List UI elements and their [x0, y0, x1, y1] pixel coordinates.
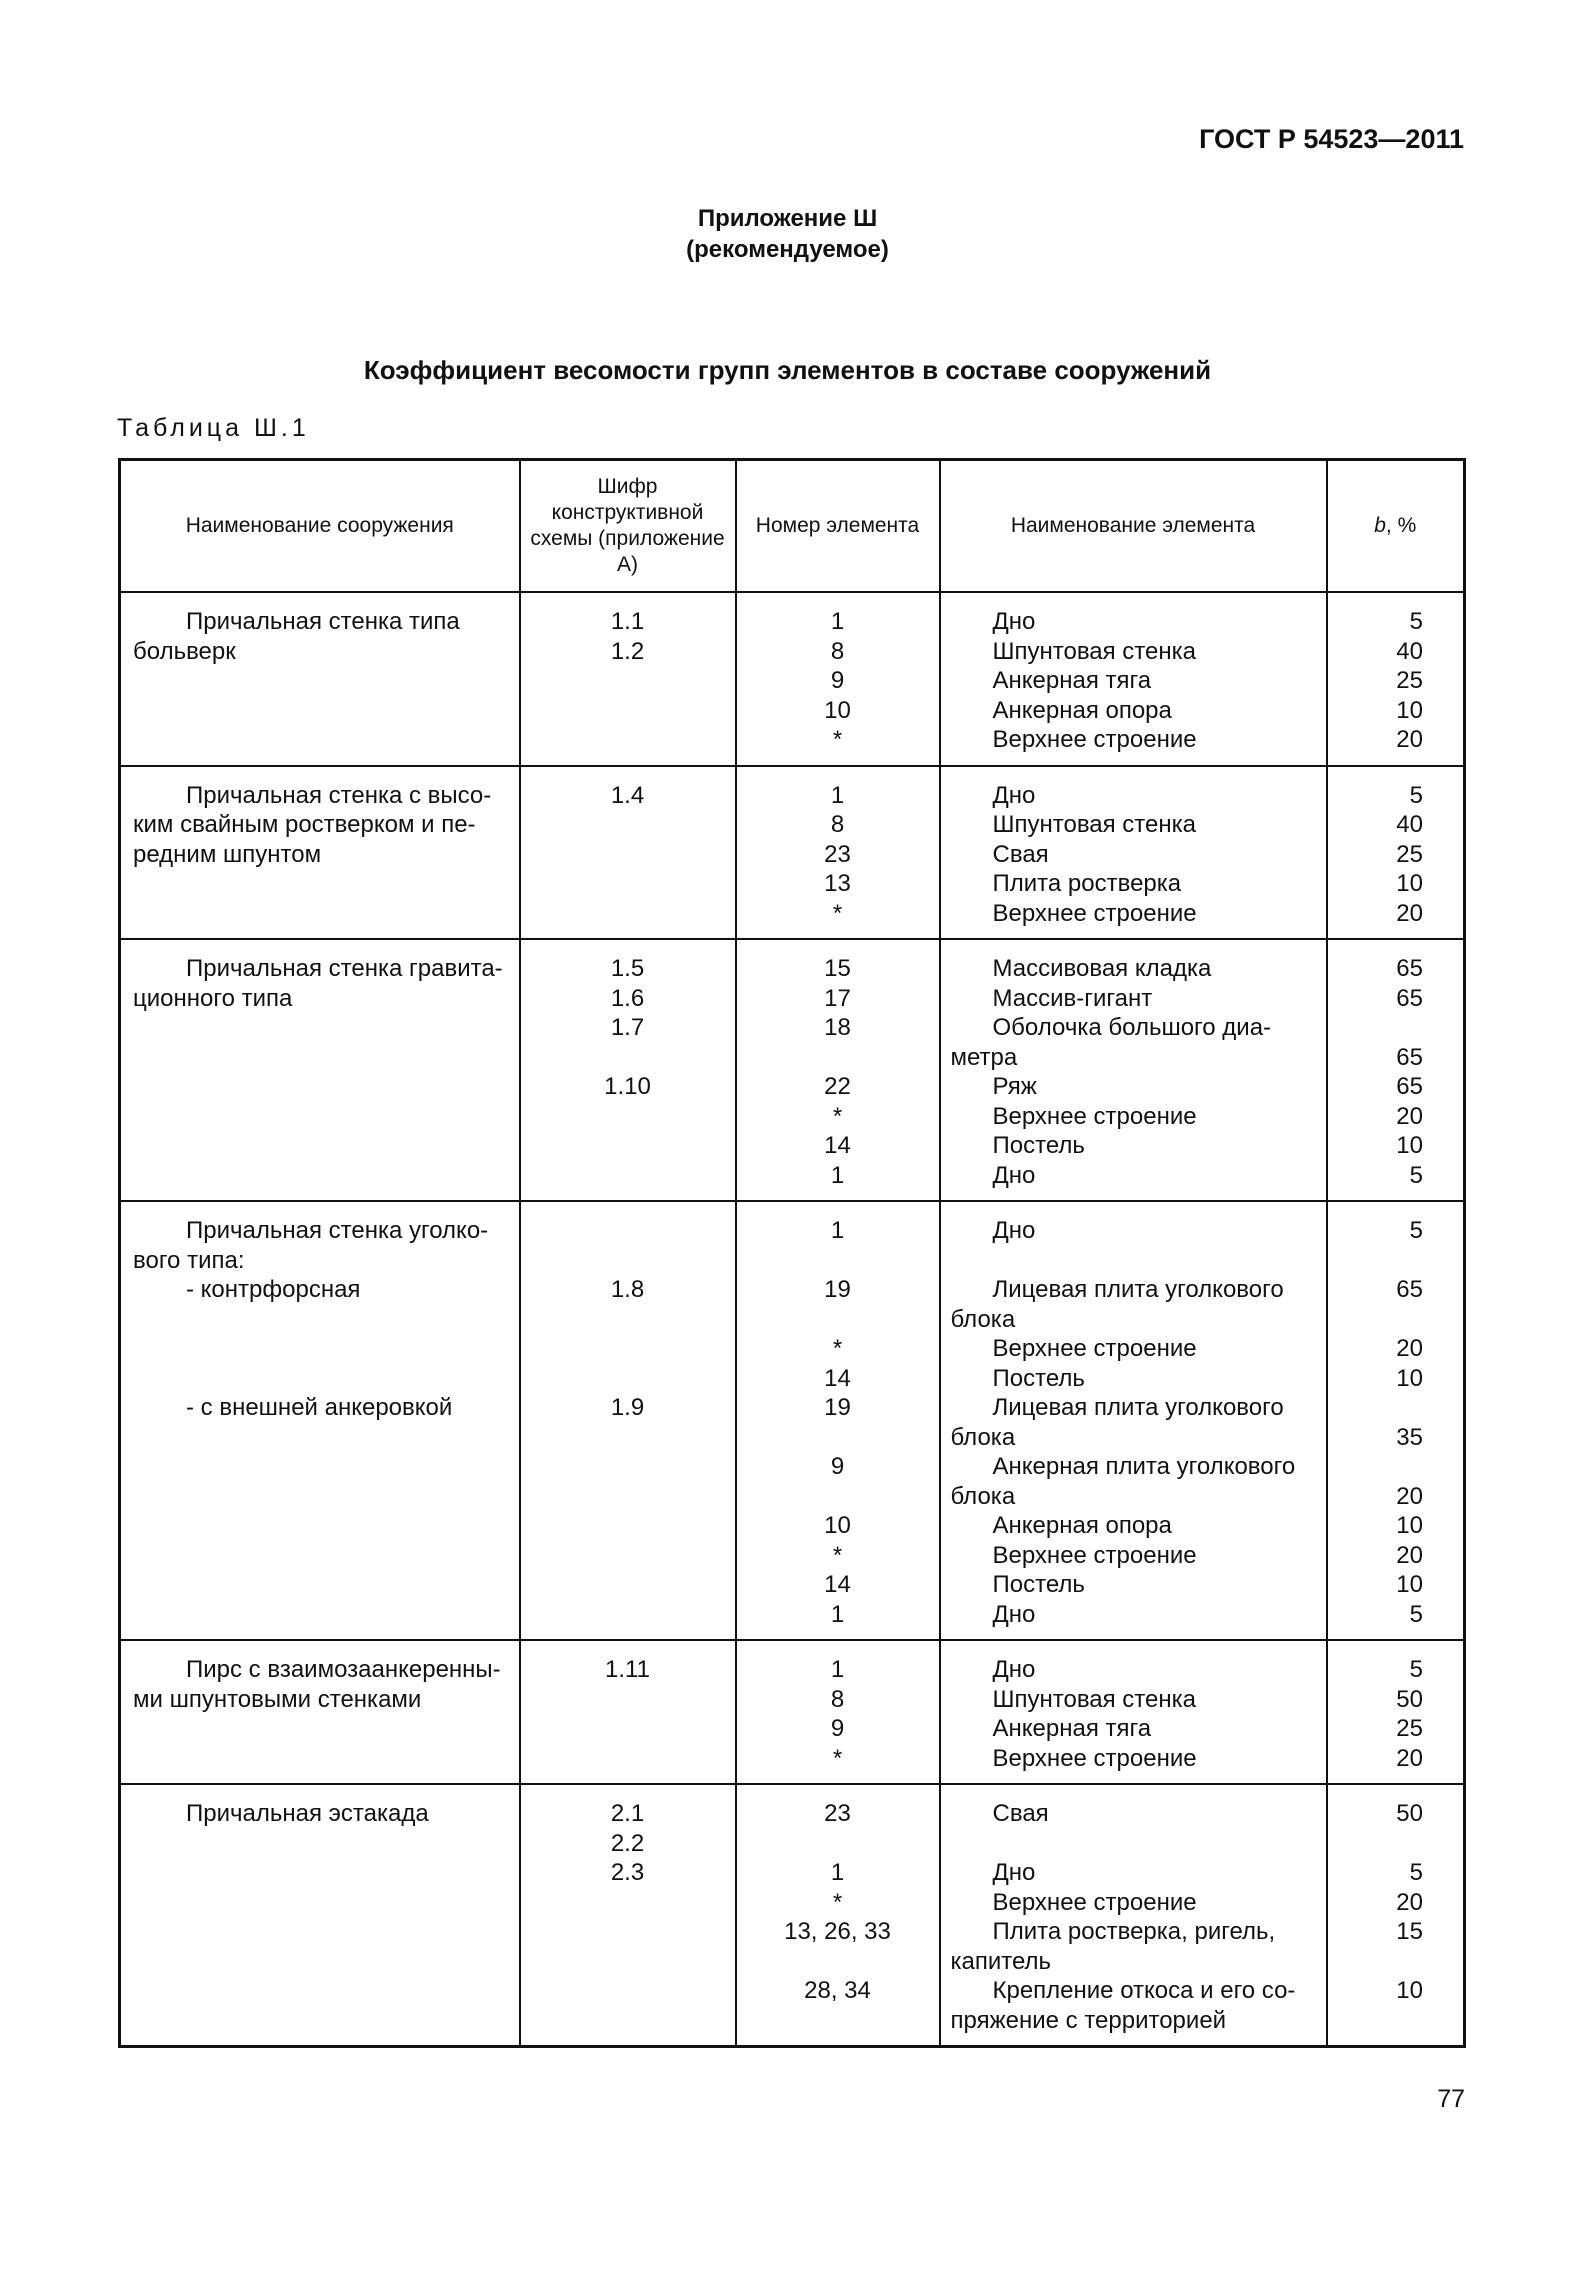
element-name-cell-line: Анкерная опора: [992, 696, 1172, 724]
structure-name-cell-line: Причальная стенка уголко-: [186, 1217, 489, 1244]
col-header-name: Наименование сооружения: [120, 460, 520, 593]
weight-cell-line: [1328, 1393, 1424, 1423]
col-header-scheme: Шифр конструктивной схемы (приложение А): [520, 460, 736, 593]
weight-cell-line: 20: [1396, 1744, 1423, 1772]
element-name-cell-line: Плита ростверка: [992, 870, 1182, 897]
element-number-cell-line: 1: [830, 1161, 845, 1189]
structure-name-cell-line: вого типа:: [133, 1246, 245, 1274]
structure-name-cell-line: Причальная стенка гравита-: [186, 955, 503, 982]
element-number-cell-line: 9: [830, 667, 845, 694]
weight-cell-line: 20: [1396, 899, 1423, 927]
element-number-cell-line: *: [832, 726, 843, 753]
table-row: [120, 1640, 1465, 1784]
element-number-cell-line: 19: [824, 1276, 851, 1303]
table-body: [120, 592, 1465, 2047]
weight-cell-line: 65: [1396, 955, 1423, 982]
weight-cell-line: 10: [1396, 1977, 1423, 2004]
element-number-cell-line: 9: [830, 1453, 845, 1480]
element-number-cell-line: 1: [830, 1656, 845, 1683]
scheme-code-cell: [520, 766, 736, 940]
element-number-cell-line: [737, 1043, 939, 1073]
element-name-cell-line: блока: [950, 1305, 1016, 1333]
weight-cell: [1327, 592, 1465, 766]
structure-name-cell-line: - с внешней анкеровкой: [186, 1394, 453, 1421]
structure-name-cell-line: Причальная стенка с высо-: [186, 781, 492, 809]
element-name-cell-line: Шпунтовая стенка: [992, 811, 1197, 838]
structure-name-cell-line: - контрфорсная: [186, 1276, 361, 1303]
element-number-cell-line: 23: [824, 1800, 851, 1827]
element-name-cell-line: Анкерная опора: [992, 1512, 1172, 1539]
scheme-code-cell-line: [521, 1246, 735, 1276]
element-number-cell-line: 10: [824, 1512, 851, 1539]
element-number-cell-line: 8: [830, 1685, 845, 1713]
weight-cell-line: 5: [1409, 1859, 1423, 1886]
structure-name-cell: [120, 939, 520, 1201]
scheme-code-cell-line: 1.8: [610, 1276, 645, 1303]
element-name-cell-line: капитель: [950, 1947, 1052, 1975]
element-number-cell-line: 23: [824, 840, 851, 868]
element-name-cell-line: Постель: [992, 1364, 1085, 1392]
element-number-cell-line: 14: [824, 1364, 851, 1392]
table-row: [120, 939, 1465, 1201]
weight-cell-line: [1328, 1246, 1424, 1276]
scheme-code-cell-line: 1.6: [610, 984, 645, 1012]
element-name-cell-line: блока: [950, 1423, 1016, 1451]
element-name-cell-line: Верхнее строение: [992, 1888, 1197, 1916]
element-name-cell-line: Дно: [992, 1217, 1036, 1244]
element-name-cell: [940, 1784, 1327, 2047]
element-name-cell-line: Верхнее строение: [992, 1335, 1197, 1362]
weight-cell: [1327, 1640, 1465, 1784]
element-name-cell-line: [951, 1829, 1318, 1859]
weight-cell-line: 10: [1396, 1132, 1423, 1159]
col-header-element: Наименование элемента: [940, 460, 1327, 593]
table-header-row: [120, 460, 1465, 593]
structure-name-cell: [120, 1640, 520, 1784]
weight-cell-line: 20: [1396, 1102, 1423, 1130]
weight-cell-line: 65: [1396, 984, 1423, 1012]
scheme-code-cell-line: [521, 1043, 735, 1073]
element-number-cell-line: 17: [824, 984, 851, 1012]
scheme-code-cell-line: 1.10: [604, 1073, 651, 1100]
structure-name-cell-line: [133, 1305, 507, 1335]
element-number-cell-line: 9: [830, 1715, 845, 1742]
coefficient-table: [118, 458, 1466, 2048]
element-number-cell-line: 1: [830, 608, 845, 635]
element-name-cell-line: пряжение с территорией: [950, 2006, 1227, 2034]
weight-cell-line: 20: [1396, 1541, 1423, 1569]
element-name-cell-line: Плита ростверка, ригель,: [992, 1918, 1276, 1945]
element-number-cell-line: *: [832, 1541, 843, 1569]
element-name-cell-line: Лицевая плита уголкового: [992, 1394, 1284, 1421]
element-name-cell-line: Массивовая кладка: [992, 955, 1212, 982]
element-number-cell-line: 1: [830, 1600, 845, 1628]
structure-name-cell-line: [133, 1334, 507, 1364]
element-name-cell-line: Верхнее строение: [992, 1102, 1197, 1130]
scheme-code-cell-line: [521, 1216, 735, 1246]
weight-cell-line: 50: [1396, 1685, 1423, 1713]
col-header-b: b, %: [1327, 460, 1465, 593]
weight-cell-line: [1328, 1013, 1424, 1043]
weight-cell-line: 65: [1396, 1043, 1423, 1071]
element-number-cell-line: 22: [824, 1073, 851, 1100]
element-name-cell-line: Дно: [992, 1161, 1036, 1189]
structure-name-cell-line: Причальная эстакада: [186, 1800, 429, 1827]
scheme-code-cell-line: 1.5: [610, 955, 645, 982]
element-name-cell-line: метра: [950, 1043, 1018, 1071]
element-name-cell-line: Ряж: [992, 1073, 1037, 1100]
scheme-code-cell-line: 1.2: [610, 637, 645, 665]
weight-cell-line: [1328, 1452, 1424, 1482]
element-name-cell-line: Крепление откоса и его со-: [992, 1977, 1296, 2004]
element-number-cell-line: *: [832, 1888, 843, 1916]
element-number-cell: [736, 592, 940, 766]
weight-cell: [1327, 766, 1465, 940]
element-name-cell-line: Оболочка большого диа-: [992, 1014, 1272, 1041]
element-name-cell-line: блока: [950, 1482, 1016, 1510]
scheme-code-cell-line: 2.3: [610, 1859, 645, 1886]
weight-cell-line: 40: [1396, 811, 1423, 838]
structure-name-cell-line: [133, 1364, 507, 1394]
weight-cell: [1327, 939, 1465, 1201]
element-name-cell-line: Анкерная тяга: [992, 667, 1152, 694]
element-name-cell-line: Верхнее строение: [992, 899, 1197, 927]
scheme-code-cell-line: [521, 1334, 735, 1364]
element-number-cell: [736, 939, 940, 1201]
element-name-cell-line: Постель: [992, 1132, 1085, 1159]
scheme-code-cell: [520, 1201, 736, 1640]
structure-name-cell-line: редним шпунтом: [133, 840, 322, 868]
appendix-title: Приложение Ш: [697, 205, 878, 232]
element-number-cell-line: [737, 1829, 939, 1859]
element-number-cell-line: *: [832, 1102, 843, 1130]
element-name-cell-line: Верхнее строение: [992, 726, 1197, 753]
element-number-cell-line: 8: [830, 637, 845, 665]
element-name-cell-line: [951, 1246, 1318, 1276]
element-name-cell: [940, 766, 1327, 940]
weight-cell-line: 5: [1409, 1656, 1423, 1683]
element-number-cell-line: 28, 34: [804, 1977, 871, 2004]
structure-name-cell: [120, 766, 520, 940]
weight-cell-line: 20: [1396, 726, 1423, 753]
weight-cell-line: 5: [1409, 1600, 1423, 1628]
element-name-cell-line: Анкерная тяга: [992, 1715, 1152, 1742]
structure-name-cell: [120, 1784, 520, 2047]
weight-cell-line: [1328, 1947, 1424, 1977]
scheme-code-cell: [520, 592, 736, 766]
page-number: 77: [1437, 2085, 1465, 2113]
scheme-code-cell: [520, 1784, 736, 2047]
element-name-cell: [940, 1201, 1327, 1640]
structure-name-cell-line: ким свайным ростверком и пе-: [133, 811, 476, 838]
element-name-cell-line: Верхнее строение: [992, 1541, 1197, 1569]
scheme-code-cell-line: 1.1: [610, 608, 645, 635]
scheme-code-cell-line: [521, 1364, 735, 1394]
scheme-code-cell: [520, 1640, 736, 1784]
scheme-code-cell-line: 2.1: [610, 1800, 645, 1827]
structure-name-cell-line: Пирс с взаимозаанкеренны-: [186, 1656, 501, 1683]
element-number-cell: [736, 1640, 940, 1784]
element-name-cell: [940, 1640, 1327, 1784]
element-number-cell-line: 15: [824, 955, 851, 982]
element-name-cell-line: Анкерная плита уголкового: [992, 1453, 1296, 1480]
element-name-cell-line: Верхнее строение: [992, 1744, 1197, 1772]
table-row: [120, 766, 1465, 940]
weight-cell: [1327, 1201, 1465, 1640]
weight-cell-line: 10: [1396, 696, 1423, 724]
element-number-cell-line: *: [832, 1744, 843, 1772]
structure-name-cell-line: Причальная стенка типа: [186, 608, 460, 635]
scheme-code-cell-line: [521, 1305, 735, 1335]
element-name-cell-line: Дно: [992, 1656, 1036, 1683]
scheme-code-cell-line: 1.11: [605, 1656, 650, 1683]
standard-designation: ГОСТ Р 54523—2011: [1199, 124, 1464, 154]
weight-cell-line: 25: [1396, 1715, 1423, 1742]
structure-name-cell: [120, 592, 520, 766]
element-number-cell-line: [737, 1482, 939, 1512]
table-row: [120, 1201, 1465, 1640]
weight-cell-line: 25: [1396, 667, 1423, 694]
element-number-cell-line: 8: [830, 811, 845, 838]
scheme-code-cell-line: 1.4: [610, 781, 645, 809]
element-number-cell-line: [737, 1947, 939, 1977]
element-number-cell: [736, 1201, 940, 1640]
element-name-cell-line: Дно: [992, 1859, 1036, 1886]
scheme-code-cell: [520, 939, 736, 1201]
element-number-cell-line: *: [832, 899, 843, 927]
appendix-note: (рекомендуемое): [686, 236, 889, 263]
table-row: [120, 1784, 1465, 2047]
scheme-code-cell-line: 1.7: [610, 1014, 645, 1041]
weight-cell-line: [1328, 1829, 1424, 1859]
weight-cell-line: 25: [1396, 840, 1423, 868]
weight-cell-line: 40: [1396, 637, 1423, 665]
weight-cell-line: 20: [1396, 1482, 1423, 1510]
element-number-cell: [736, 766, 940, 940]
element-number-cell-line: [737, 1305, 939, 1335]
document-title: Коэффициент весомости групп элементов в составе сооружений: [363, 355, 1212, 385]
weight-cell-line: 20: [1396, 1888, 1423, 1916]
structure-name-cell: [120, 1201, 520, 1640]
weight-cell-line: 65: [1396, 1276, 1423, 1303]
weight-cell-line: [1328, 1305, 1424, 1335]
element-number-cell-line: 13: [824, 870, 851, 897]
weight-cell-line: 5: [1409, 1217, 1423, 1244]
structure-name-cell-line: ми шпунтовыми стенками: [133, 1685, 422, 1713]
element-name-cell-line: Шпунтовая стенка: [992, 637, 1197, 665]
element-number-cell-line: 13, 26, 33: [784, 1918, 891, 1945]
weight-cell-line: 5: [1409, 608, 1423, 635]
element-name-cell-line: Свая: [992, 1800, 1049, 1827]
element-name-cell-line: Шпунтовая стенка: [992, 1685, 1197, 1713]
appendix-heading: [0, 203, 1575, 265]
weight-cell-line: 10: [1396, 1571, 1423, 1598]
scheme-code-cell-line: 2.2: [610, 1829, 645, 1857]
element-name-cell-line: Свая: [992, 840, 1049, 868]
element-number-cell-line: 1: [830, 1217, 845, 1244]
weight-cell-line: 35: [1396, 1423, 1423, 1451]
element-name-cell: [940, 939, 1327, 1201]
weight-cell-line: 10: [1396, 1364, 1423, 1392]
structure-name-cell-line: больверк: [133, 637, 236, 665]
element-number-cell-line: 18: [824, 1014, 851, 1041]
element-number-cell-line: [737, 1246, 939, 1276]
weight-cell: [1327, 1784, 1465, 2047]
element-name-cell-line: Массив-гигант: [992, 984, 1153, 1012]
element-name-cell-line: Лицевая плита уголкового: [992, 1276, 1284, 1303]
element-number-cell-line: 1: [830, 781, 845, 809]
weight-cell-line: 50: [1396, 1800, 1423, 1827]
table-caption: Таблица Ш.1: [117, 414, 310, 442]
col-header-number: Номер элемента: [736, 460, 940, 593]
scheme-code-cell-line: 1.9: [610, 1394, 645, 1421]
element-name-cell-line: Дно: [992, 608, 1036, 635]
structure-name-cell-line: ционного типа: [133, 984, 293, 1012]
element-number-cell-line: 1: [830, 1859, 845, 1886]
element-name-cell-line: Дно: [992, 781, 1036, 809]
weight-cell-line: 5: [1409, 1161, 1423, 1189]
weight-cell-line: 20: [1396, 1335, 1423, 1362]
element-name-cell-line: Постель: [992, 1571, 1085, 1598]
weight-cell-line: 5: [1409, 781, 1423, 809]
element-number-cell-line: *: [832, 1335, 843, 1362]
element-number-cell-line: 10: [824, 696, 851, 724]
element-name-cell-line: Дно: [992, 1600, 1036, 1628]
element-number-cell: [736, 1784, 940, 2047]
weight-cell-line: 10: [1396, 1512, 1423, 1539]
element-number-cell-line: 19: [824, 1394, 851, 1421]
element-number-cell-line: 14: [824, 1132, 851, 1159]
weight-cell-line: 15: [1396, 1918, 1423, 1945]
element-name-cell: [940, 592, 1327, 766]
element-number-cell-line: 14: [824, 1571, 851, 1598]
element-number-cell-line: [737, 1423, 939, 1453]
weight-cell-line: 65: [1396, 1073, 1423, 1100]
table-row: [120, 592, 1465, 766]
weight-cell-line: 10: [1396, 870, 1423, 897]
